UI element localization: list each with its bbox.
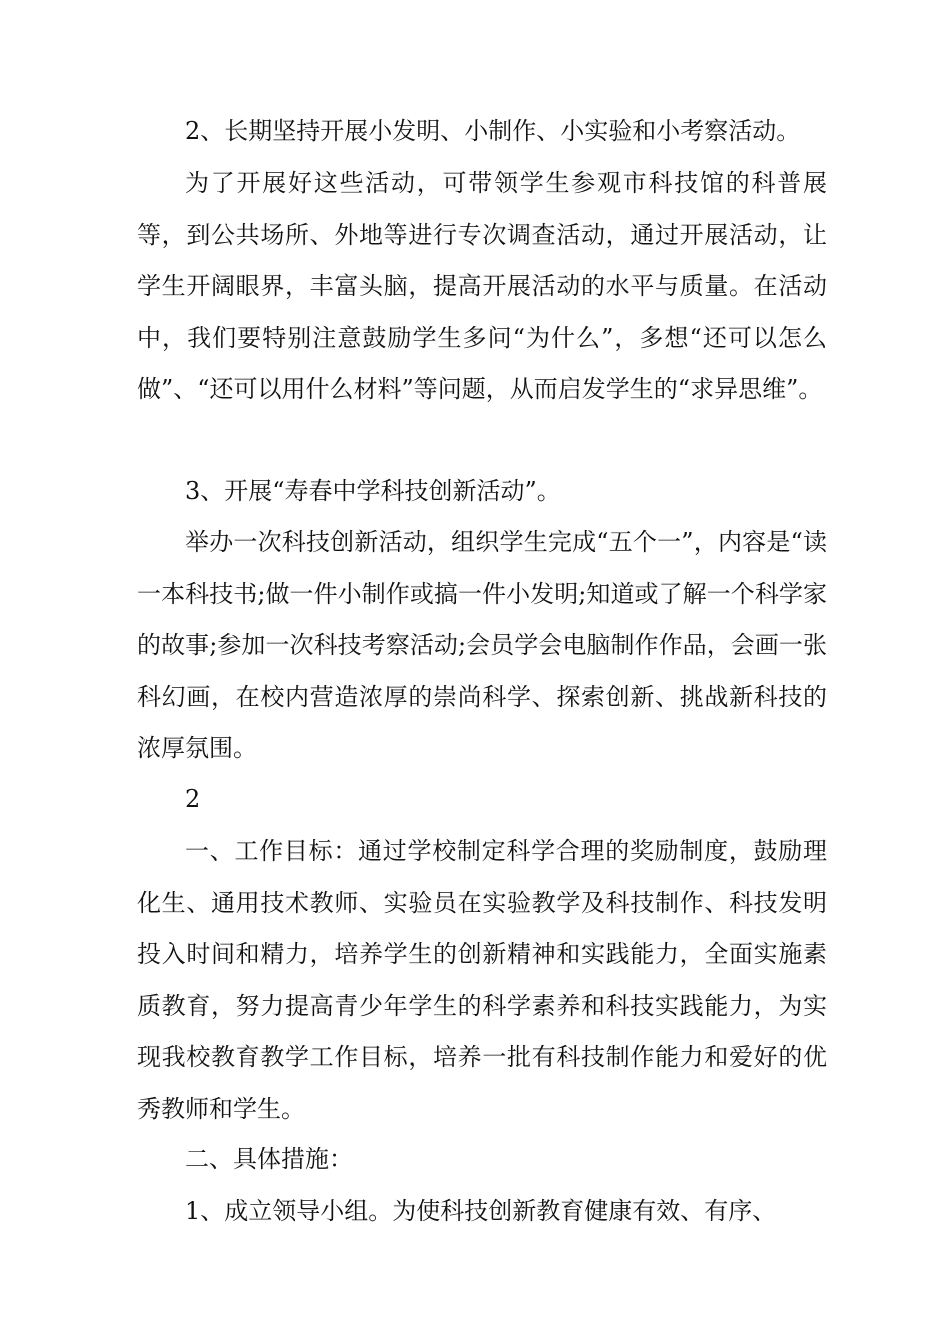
paragraph-activities: 为了开展好这些活动，可带领学生参观市科技馆的科普展等，到公共场所、外地等进行专次调查活动，通过开展活动，让学生开阔眼界，丰富头脑，提高开展活动的水平与质量。在活动中，我们要特别注意鼓励学生多问“为什么”，多想“还可以怎么做”、“还可以用什么材料”等问题，从而启发学生的“求异思维”。	[137, 169, 827, 403]
paragraph-heading-3: 3、开展“寿春中学科技创新活动”。	[185, 477, 561, 505]
paragraph-heading-2: 2、长期坚持开展小发明、小制作、小实验和小考察活动。	[185, 117, 801, 145]
paragraph-work-goal: 一、工作目标：通过学校制定科学合理的奖励制度，鼓励理化生、通用技术教师、实验员在实验教学及科技制作、科技发明投入时间和精力，培养学生的创新精神和实践能力，全面实施素质教育，努力提高青少年学生的科学素养和科技实践能力，为实现我校教育教学工作目标，培养一批有科技制作能力和爱好的优秀教师和学生。	[137, 837, 827, 1123]
paragraph-five-ones: 举办一次科技创新活动，组织学生完成“五个一”，内容是“读一本科技书;做一件小制作或搞一件小发明;知道或了解一个科学家的故事;参加一次科技考察活动;会员学会电脑制作作品，会画一张科幻画，在校内营造浓厚的崇尚科学、探索创新、挑战新科技的浓厚氛围。	[137, 528, 827, 762]
section-number: 2	[185, 785, 201, 813]
paragraph-leadership-group: 1、成立领导小组。为使科技创新教育健康有效、有序、	[185, 1197, 777, 1225]
paragraph-measures-heading: 二、具体措施：	[185, 1145, 353, 1173]
